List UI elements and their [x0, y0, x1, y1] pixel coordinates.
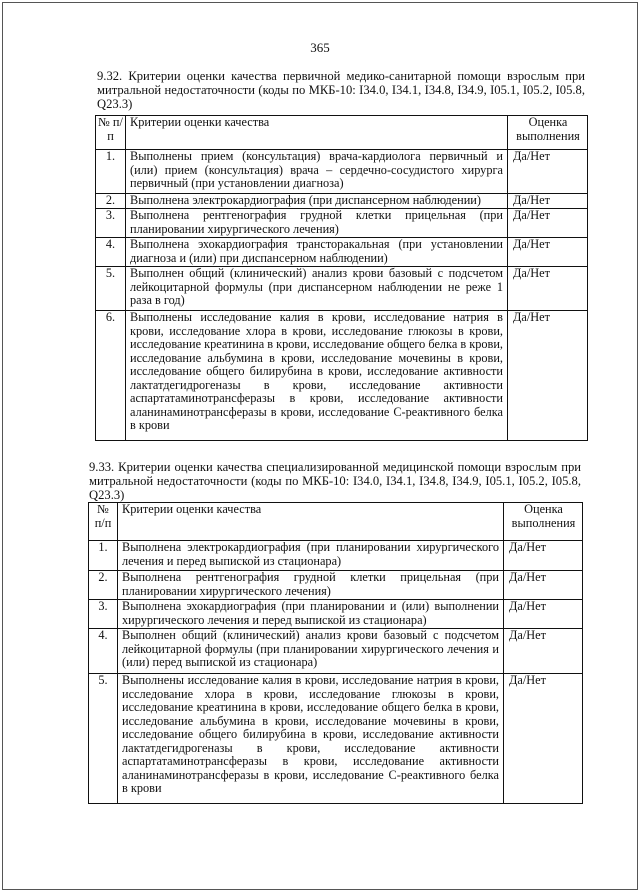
row-criterion: Выполнена электрокардиография (при планировании хирургического лечения и перед выпиской из стационара): [118, 541, 504, 571]
row-criterion: Выполнена электрокардиография (при диспансерном наблюдении): [126, 194, 508, 209]
row-criterion: Выполнен общий (клинический) анализ крови базовый с подсчетом лейкоцитарной формулы (при диспансерном наблюдении не реже 1 раза в год): [126, 267, 508, 311]
row-number: 5.: [89, 674, 118, 804]
table-header-row: [96, 116, 588, 150]
section-heading-9-33: 9.33. Критерии оценки качества специализированной медицинской помощи взрослым при митральной недостаточности (коды по МКБ-10: I34.0, I34.1, I34.8, I34.9, I05.1, I05.2, I05.8, Q23.3): [89, 460, 581, 502]
row-criterion: Выполнена эхокардиография трансторакальная (при установлении диагноза и (или) при диспансерном наблюдении): [126, 238, 508, 267]
row-number: 6.: [96, 311, 126, 441]
row-criterion: Выполнен общий (клинический) анализ крови базовый с подсчетом лейкоцитарной формулы (при планировании хирургического лечения и (или) перед выпиской из стационара): [118, 629, 504, 674]
row-number: 3.: [96, 209, 126, 238]
row-evaluation: Да/Нет: [508, 311, 588, 441]
row-evaluation: Да/Нет: [508, 194, 588, 209]
table-row: [96, 267, 588, 311]
row-number: 1.: [89, 541, 118, 571]
section-heading-9-32: 9.32. Критерии оценки качества первичной медико-санитарной помощи взрослым при митральной недостаточности (коды по МКБ-10: I34.0, I34.1, I34.8, I34.9, I05.1, I05.2, I05.8, Q23.3): [97, 69, 585, 111]
row-number: 1.: [96, 150, 126, 194]
row-criterion: Выполнена рентгенография грудной клетки прицельная (при планировании хирургического лечения): [118, 571, 504, 600]
page-number: 365: [310, 40, 330, 55]
column-header-number: № п/п: [96, 116, 126, 150]
column-header-evaluation: Оценка выполнения: [504, 503, 583, 541]
row-evaluation: Да/Нет: [504, 629, 583, 674]
row-number: 2.: [96, 194, 126, 209]
row-criterion: Выполнена эхокардиография (при планировании и (или) выполнении хирургического лечения и перед выпиской из стационара): [118, 600, 504, 629]
row-evaluation: Да/Нет: [508, 267, 588, 311]
row-number: 3.: [89, 600, 118, 629]
row-evaluation: Да/Нет: [504, 674, 583, 804]
row-evaluation: Да/Нет: [508, 150, 588, 194]
table-row: [89, 541, 583, 571]
column-header-criterion: Критерии оценки качества: [126, 116, 508, 150]
row-evaluation: Да/Нет: [508, 238, 588, 267]
table-header-row: [89, 503, 583, 541]
column-header-evaluation: Оценка выполнения: [508, 116, 588, 150]
table-row: [89, 571, 583, 600]
row-criterion: Выполнены исследование калия в крови, исследование натрия в крови, исследование хлора в крови, исследование глюкозы в крови, исследование креатинина в крови, исследование общего белка в крови, исследование альбумина в крови, исследование мочевины в крови, исследование общего билирубина в крови, исследование активности лактатдегидрогеназы в крови, исследование активности аспартатаминотрансферазы в крови, исследование активности аланинаминотрансферазы в крови, исследование С-реактивного белка в крови: [118, 674, 504, 804]
row-evaluation: Да/Нет: [504, 571, 583, 600]
table-row: [96, 209, 588, 238]
table-row: [96, 238, 588, 267]
row-criterion: Выполнены исследование калия в крови, исследование натрия в крови, исследование хлора в крови, исследование глюкозы в крови, исследование креатинина в крови, исследование общего белка в крови, исследование альбумина в крови, исследование мочевины в крови, исследование общего билирубина в крови, исследование активности лактатдегидрогеназы в крови, исследование активности аспартатаминотрансферазы в крови, исследование активности аланинаминотрансферазы в крови, исследование С-реактивного белка в крови: [126, 311, 508, 441]
criteria-table-9-32: [95, 115, 588, 441]
table-row: [96, 311, 588, 441]
row-evaluation: Да/Нет: [504, 541, 583, 571]
table-row: [89, 629, 583, 674]
row-number: 4.: [96, 238, 126, 267]
row-number: 4.: [89, 629, 118, 674]
table-row: [96, 150, 588, 194]
column-header-criterion: Критерии оценки качества: [118, 503, 504, 541]
row-evaluation: Да/Нет: [504, 600, 583, 629]
row-evaluation: Да/Нет: [508, 209, 588, 238]
column-header-number: № п/п: [89, 503, 118, 541]
row-number: 5.: [96, 267, 126, 311]
table-row: [89, 674, 583, 804]
row-criterion: Выполнены прием (консультация) врача-кардиолога первичный и (или) прием (консультация) врача – сердечно-сосудистого хирурга первичный (при установлении диагноза): [126, 150, 508, 194]
row-number: 2.: [89, 571, 118, 600]
table-row: [96, 194, 588, 209]
table-row: [89, 600, 583, 629]
criteria-table-9-33: [88, 502, 583, 804]
row-criterion: Выполнена рентгенография грудной клетки прицельная (при планировании хирургического лечения): [126, 209, 508, 238]
